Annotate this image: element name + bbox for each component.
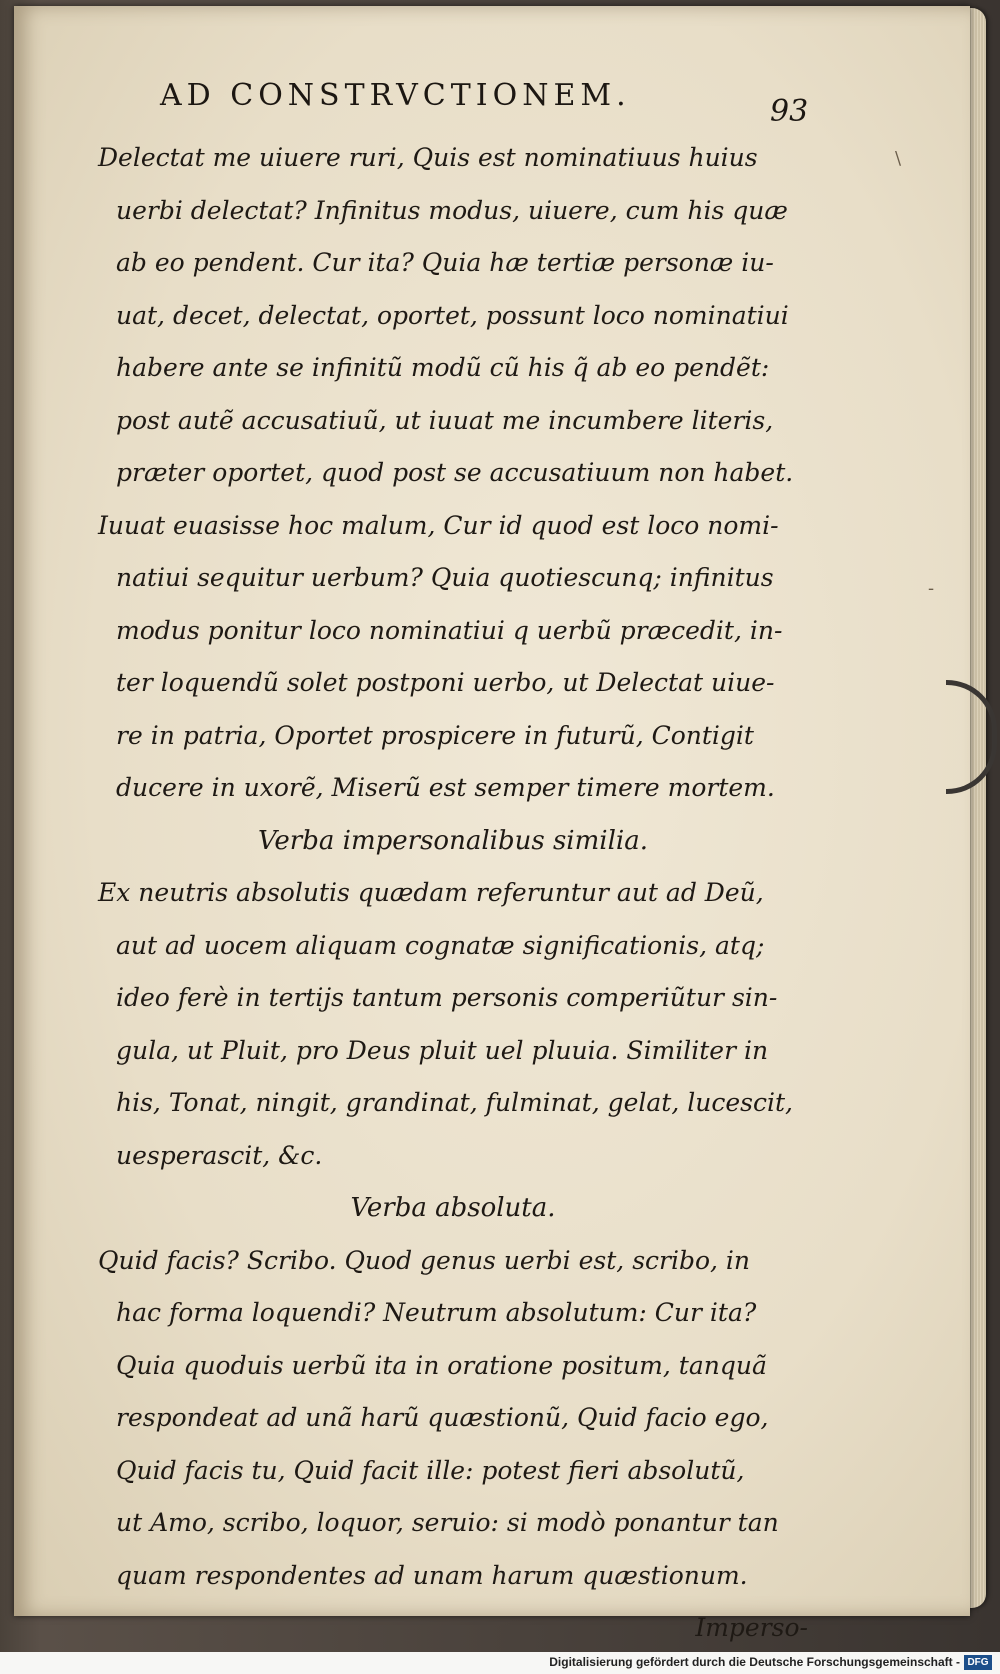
text-line: Ex neutris absolutis quædam referuntur aut ad Deũ, bbox=[98, 878, 764, 907]
text-line: gula, ut Pluit, pro Deus pluit uel pluuia. Similiter in bbox=[116, 1035, 769, 1065]
text-line: ter loquendũ solet postponi uerbo, ut Delectat uiue- bbox=[116, 668, 775, 697]
text-line: ab eo pendent. Cur ita? Quia hæ tertiæ personæ iu- bbox=[116, 248, 774, 277]
section-heading: Verba impersonalibus similia. bbox=[258, 825, 648, 856]
text-line: præter oportet, quod post se accusatiuum non habet. bbox=[116, 458, 794, 487]
text-line: Delectat me uiuere ruri, Quis est nominatiuus huius bbox=[98, 143, 758, 172]
section-heading: Verba absoluta. bbox=[350, 1193, 556, 1223]
text-line: re in patria, Oportet prospicere in futurũ, Contigit bbox=[116, 720, 754, 750]
text-line: his, Tonat, ningit, grandinat, fulminat, gelat, lucescit, bbox=[116, 1088, 793, 1117]
text-line: respondeat ad unã harũ quæstionũ, Quid facio ego, bbox=[116, 1403, 769, 1432]
text-line: habere ante se infinitũ modũ cũ his q̃ ab eo pendẽt: bbox=[116, 353, 770, 382]
page-number: 93 bbox=[770, 94, 809, 129]
text-line: uat, decet, delectat, oportet, possunt loco nominatiui bbox=[116, 300, 789, 330]
text-line: Quid facis tu, Quid facit ille: potest fieri absolutũ, bbox=[116, 1455, 745, 1485]
funding-credit: Digitalisierung gefördert durch die Deutsche Forschungsgemeinschaft - bbox=[549, 1655, 960, 1669]
running-head-row bbox=[160, 78, 820, 128]
text-line: modus ponitur loco nominatiui q uerbũ præcedit, in- bbox=[116, 615, 783, 645]
text-line: Iuuat euasisse hoc malum, Cur id quod est loco nomi- bbox=[98, 510, 779, 540]
catchword: Imperso- bbox=[695, 1613, 808, 1642]
text-line: uerbi delectat? Infinitus modus, uiuere, cum his quæ bbox=[116, 195, 788, 225]
margin-mark: \ bbox=[895, 148, 902, 169]
text-line: quam respondentes ad unam harum quæstionum. bbox=[116, 1560, 748, 1590]
body-text bbox=[98, 132, 808, 1655]
footer-bar bbox=[0, 1652, 1000, 1674]
text-line: natiui sequitur uerbum? Quia quotiescunq; infinitus bbox=[116, 563, 774, 592]
text-line: ducere in uxorẽ, Miserũ est semper timere mortem. bbox=[116, 773, 775, 802]
text-line: post autẽ accusatiuũ, ut iuuat me incumbere literis, bbox=[116, 405, 774, 435]
text-line: ut Amo, scribo, loquor, seruio: si modò ponantur tan bbox=[116, 1508, 779, 1537]
running-head: AD CONSTRVCTIONEM. bbox=[160, 78, 631, 113]
text-line: hac forma loquendi? Neutrum absolutum: Cur ita? bbox=[116, 1298, 757, 1327]
text-line: uesperascit, &c. bbox=[116, 1140, 323, 1170]
text-line: Quid facis? Scribo. Quod genus uerbi est, scribo, in bbox=[98, 1245, 751, 1275]
dfg-logo: DFG bbox=[964, 1655, 992, 1670]
margin-mark: - bbox=[928, 578, 935, 599]
text-line: ideo ferè in tertijs tantum personis comperiũtur sin- bbox=[116, 983, 778, 1012]
text-line: aut ad uocem aliquam cognatæ significationis, atq; bbox=[116, 930, 765, 960]
text-line: Quia quoduis uerbũ ita in oratione positum, tanquã bbox=[116, 1350, 767, 1380]
